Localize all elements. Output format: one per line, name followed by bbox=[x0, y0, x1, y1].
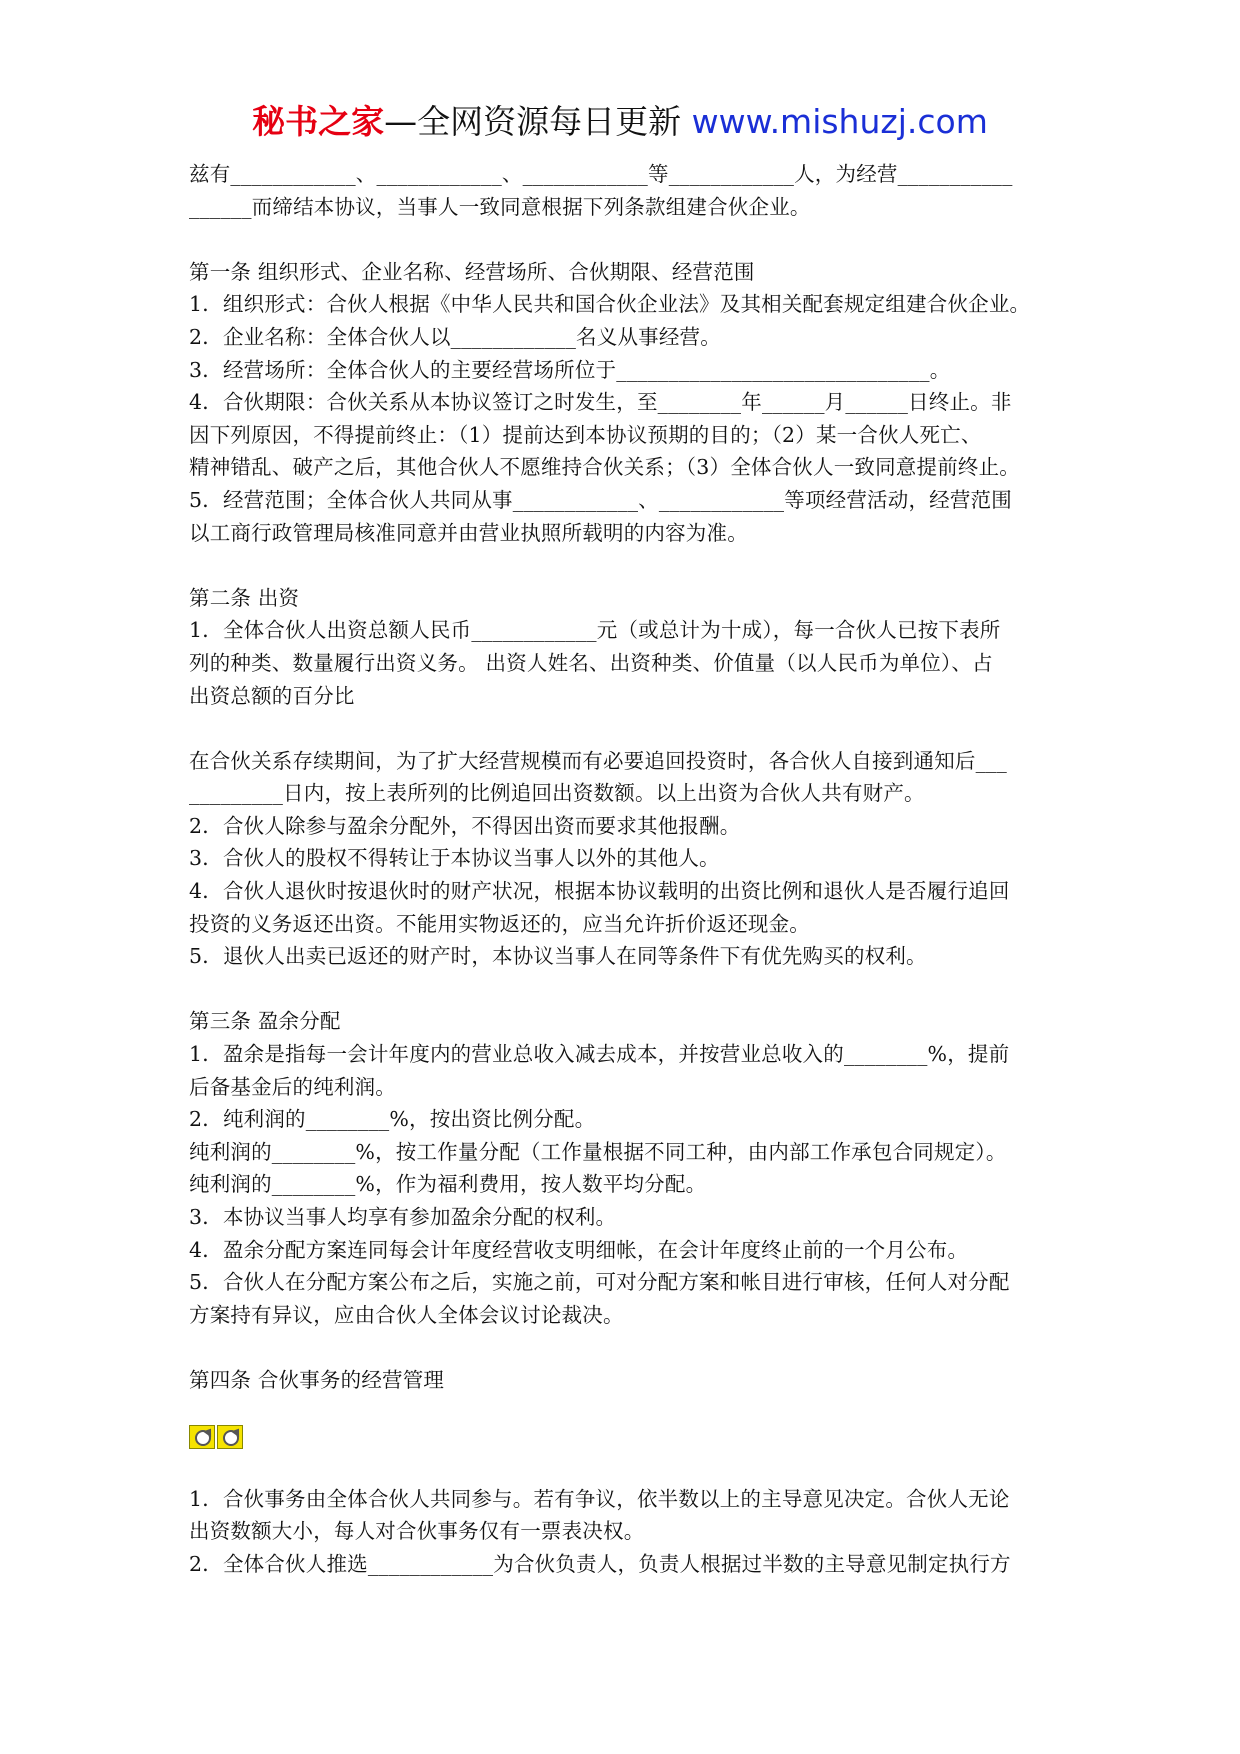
brand-name: 秘书之家 bbox=[252, 102, 385, 141]
article-1-line: 4．合伙期限：合伙关系从本协议签订之时发生，至________年______月______日终止。非 bbox=[189, 390, 1012, 415]
article-2-line: 3．合伙人的股权不得转让于本协议当事人以外的其他人。 bbox=[189, 846, 720, 871]
article-3-line: 后备基金后的纯利润。 bbox=[189, 1074, 396, 1099]
intro-line: 兹有____________、____________、____________等____________人，为经营___________ bbox=[189, 162, 1013, 186]
article-1-line: 3．经营场所：全体合伙人的主要经营场所位于______________________________。 bbox=[189, 357, 951, 382]
article-3-line: 纯利润的________%，按工作量分配（工作量根据不同工种，由内部工作承包合同规定）。 bbox=[189, 1139, 1007, 1164]
agreement-body bbox=[189, 158, 1059, 1580]
article-2-line: 在合伙关系存续期间，为了扩大经营规模而有必要追回投资时，各合伙人自接到通知后___ bbox=[189, 748, 1007, 773]
article-2-line: 2．合伙人除参与盈余分配外，不得因出资而要求其他报酬。 bbox=[189, 813, 741, 838]
article-1-line: 1．组织形式：合伙人根据《中华人民共和国合伙企业法》及其相关配套规定组建合伙企业。 bbox=[189, 292, 1031, 317]
article-4-line: 出资数额大小，每人对合伙事务仅有一票表决权。 bbox=[189, 1519, 645, 1544]
article-4-heading: 第四条 合伙事务的经营管理 bbox=[189, 1367, 445, 1392]
banner-url[interactable]: www.mishuzj.com bbox=[691, 102, 988, 141]
article-2-line: 4．合伙人退伙时按退伙时的财产状况，根据本协议载明的出资比例和退伙人是否履行追回 bbox=[189, 879, 1010, 904]
article-1-line: 2．企业名称：全体合伙人以____________名义从事经营。 bbox=[189, 324, 721, 349]
article-3-line: 5．合伙人在分配方案公布之后，实施之前，可对分配方案和帐目进行审核，任何人对分配 bbox=[189, 1270, 1010, 1295]
broken-image-icon bbox=[189, 1425, 215, 1449]
article-2-line: 1．全体合伙人出资总额人民币____________元（或总计为十成），每一合伙人已按下表所 bbox=[189, 618, 1001, 643]
site-banner bbox=[0, 100, 1240, 144]
article-3-heading: 第三条 盈余分配 bbox=[189, 1009, 341, 1034]
article-1-line: 因下列原因，不得提前终止：（1）提前达到本协议预期的目的；（2）某一合伙人死亡、 bbox=[189, 422, 982, 447]
broken-image-icon bbox=[217, 1425, 243, 1449]
article-2-line: 5．退伙人出卖已返还的财产时，本协议当事人在同等条件下有优先购买的权利。 bbox=[189, 944, 927, 969]
article-3-line: 方案持有异议，应由合伙人全体会议讨论裁决。 bbox=[189, 1302, 624, 1327]
article-3-line: 3．本协议当事人均享有参加盈余分配的权利。 bbox=[189, 1205, 617, 1229]
article-1-line: 精神错乱、破产之后，其他合伙人不愿维持合伙关系；（3）全体合伙人一致同意提前终止。 bbox=[189, 455, 1020, 480]
article-3-line: 2．纯利润的________%，按出资比例分配。 bbox=[189, 1107, 596, 1132]
article-3-line: 4．盈余分配方案连同每会计年度经营收支明细帐，在会计年度终止前的一个月公布。 bbox=[189, 1237, 969, 1262]
article-3-line: 纯利润的________%，作为福利费用，按人数平均分配。 bbox=[189, 1172, 707, 1197]
article-4-line: 1．合伙事务由全体合伙人共同参与。若有争议，依半数以上的主导意见决定。合伙人无论 bbox=[189, 1486, 1010, 1511]
embedded-image-row bbox=[189, 1425, 1059, 1453]
article-2-line: _________日内，按上表所列的比例追回出资数额。以上出资为合伙人共有财产。 bbox=[189, 781, 925, 806]
intro-line: ______而缔结本协议，当事人一致同意根据下列条款组建合伙企业。 bbox=[189, 194, 811, 219]
article-2-line: 出资总额的百分比 bbox=[189, 683, 355, 708]
article-1-heading: 第一条 组织形式、企业名称、经营场所、合伙期限、经营范围 bbox=[189, 259, 755, 284]
article-4-line: 2．全体合伙人推选____________为合伙负责人，负责人根据过半数的主导意见制定执行方 bbox=[189, 1551, 1011, 1576]
banner-slogan: —全网资源每日更新 bbox=[384, 102, 692, 141]
article-1-line: 5．经营范围；全体合伙人共同从事____________、____________等项经营活动，经营范围 bbox=[189, 487, 1012, 512]
article-1-line: 以工商行政管理局核准同意并由营业执照所载明的内容为准。 bbox=[189, 520, 748, 545]
article-3-line: 1．盈余是指每一会计年度内的营业总收入减去成本，并按营业总收入的________%，提前 bbox=[189, 1042, 1010, 1067]
article-2-line: 列的种类、数量履行出资义务。 出资人姓名、出资种类、价值量（以人民币为单位）、占 bbox=[189, 650, 993, 675]
article-2-line: 投资的义务返还出资。不能用实物返还的，应当允许折价返还现金。 bbox=[189, 911, 810, 936]
article-2-heading: 第二条 出资 bbox=[189, 585, 300, 610]
